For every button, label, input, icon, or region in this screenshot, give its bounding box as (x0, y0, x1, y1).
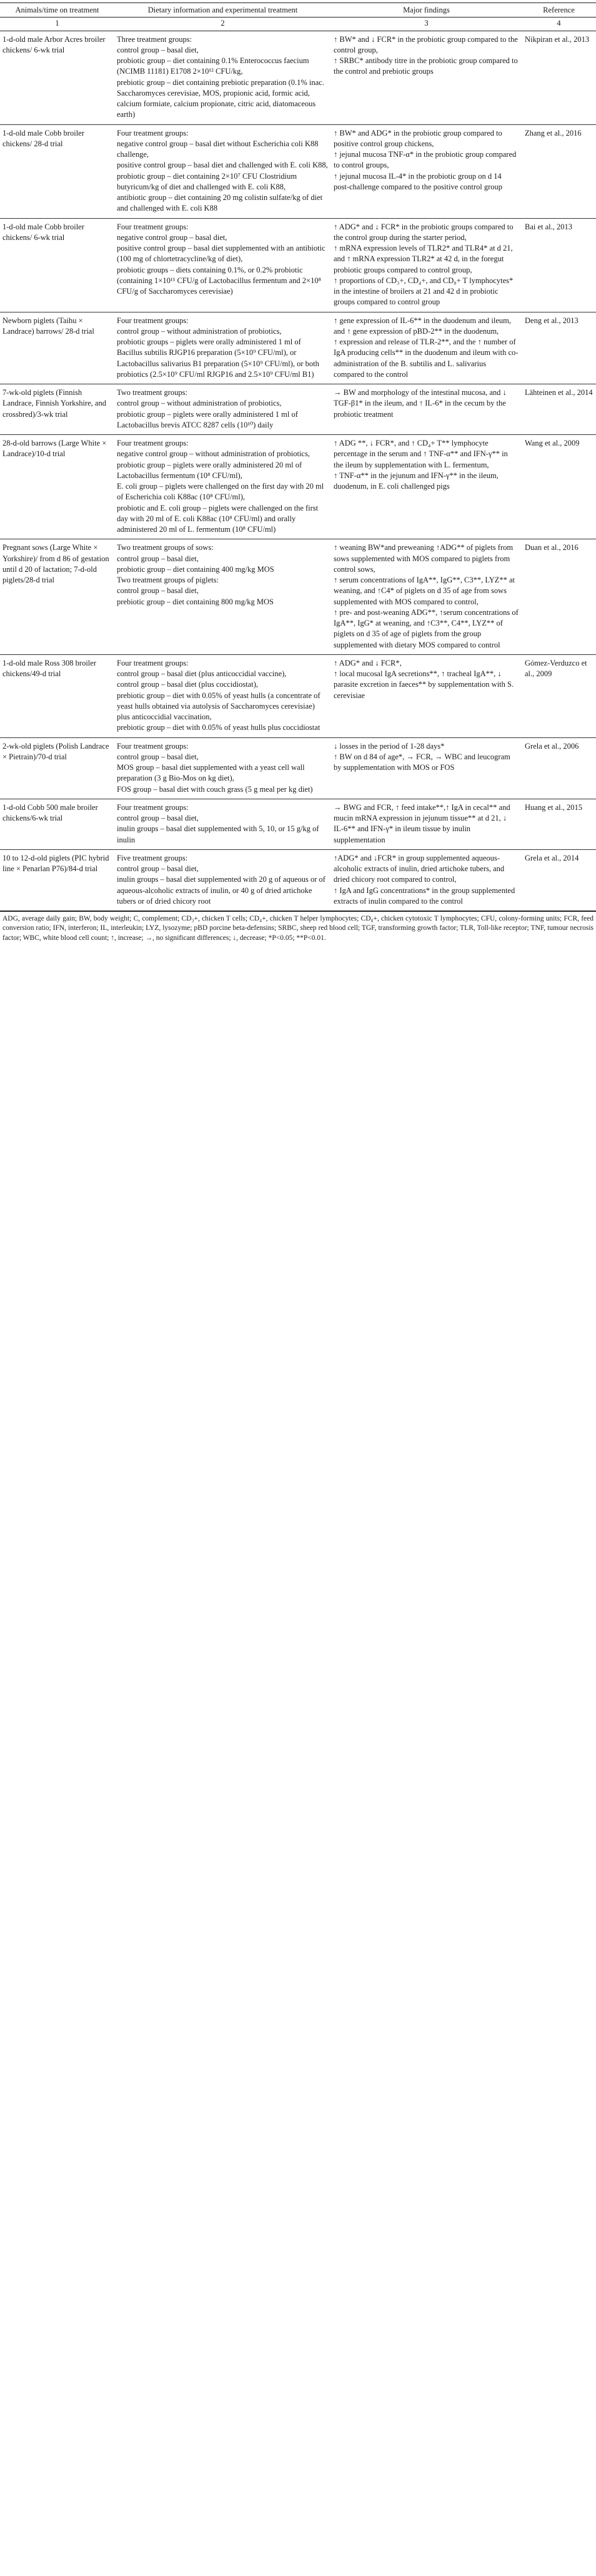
table-row (0, 435, 596, 539)
table-row (0, 384, 596, 435)
cell-reference: Grela et al., 2006 (522, 737, 596, 799)
header-animals: Animals/time on treatment (0, 3, 114, 17)
table-row (0, 124, 596, 218)
cell-animals: Pregnant sows (Large White × Yorkshire)/ from d 86 of gestation until d 20 of lactation; 7-d-old piglets/28-d trial (0, 539, 114, 655)
header-reference: Reference (522, 3, 596, 17)
cell-animals: 7-wk-old piglets (Finnish Landrace, Finnish Yorkshire, and crossbred)/3-wk trial (0, 384, 114, 435)
table-row (0, 539, 596, 655)
cell-diet: Four treatment groups: control group – basal diet, inulin groups – basal diet supplemented with 5, 10, or 15 g/kg of inulin (114, 799, 331, 849)
cell-findings: ↑ BW* and ADG* in the probiotic group compared to positive control group chickens, ↑ jejunal mucosa TNF-α* in the probiotic group compared to control groups, ↑ jejunal mucosa IL-4* in the probiotic group on d 14 post-challenge compared to the positive control group (331, 124, 522, 218)
table-body (0, 31, 596, 911)
cell-reference: Grela et al., 2014 (522, 849, 596, 911)
cell-findings: ↓ losses in the period of 1-28 days* ↑ BW on d 84 of age*, → FCR, → WBC and leucogram by supplementation with MOS or FOS (331, 737, 522, 799)
cell-diet: Three treatment groups: control group – basal diet, probiotic group – diet containing 0.1% Enterococcus faecium (NCIMB 11181) E1708 2×10¹² CFU/kg, prebiotic group – diet containing prebiotic preparation (0.1% inac. Saccharomyces cerevisiae, MOS, propionic acid, formic acid, calcium formiate, calcium propionate, citric acid, diatomaceous earth) (114, 31, 331, 124)
cell-diet: Four treatment groups: control group – basal diet, MOS group – basal diet supplemented with a yeast cell wall preparation (3 g Bio-Mos on kg diet), FOS group – basal diet with couch grass (5 g meal per kg diet) (114, 737, 331, 799)
column-number: 2 (114, 17, 331, 31)
cell-reference: Bai et al., 2013 (522, 218, 596, 312)
cell-reference: Huang et al., 2015 (522, 799, 596, 849)
cell-reference: Zhang et al., 2016 (522, 124, 596, 218)
page (0, 0, 596, 949)
table-row (0, 218, 596, 312)
cell-animals: 1-d-old male Ross 308 broiler chickens/49-d trial (0, 654, 114, 737)
cell-diet: Four treatment groups: control group – basal diet (plus anticoccidial vaccine), control group – basal diet (plus coccidiostat), prebiotic group – diet with 0.05% of yeast hulls (a concentrate of yeast hulls obtained via autolysis of Saccharomyces cerevisiae) plus anticoccidial vaccination, prebiotic group – diet with 0.05% of yeast hulls plus coccidiostat (114, 654, 331, 737)
cell-reference: Duan et al., 2016 (522, 539, 596, 655)
cell-reference: Deng et al., 2013 (522, 312, 596, 384)
table-row (0, 737, 596, 799)
table-row (0, 799, 596, 849)
cell-findings: ↑ gene expression of IL-6** in the duodenum and ileum, and ↑ gene expression of pBD-2** in the duodenum, ↑ expression and release of TLR-2**, and the ↑ number of IgA producing cells** in the duodenum and ileum with co-administration of the B. subtilis and L. salivarius compared to the control (331, 312, 522, 384)
cell-diet: Five treatment groups: control group – basal diet, inulin groups – basal diet supplemented with 20 g of aqueous or of aqueous-alcoholic extracts of inulin, or 40 g of dried artichoke tubers or of dried chicory root (114, 849, 331, 911)
cell-reference: Nikpiran et al., 2013 (522, 31, 596, 124)
cell-diet: Two treatment groups: control group – without administration of probiotics, probiotic group – piglets were orally administered 1 ml of Lactobacillus brevis ATCC 8287 cells (10¹⁰) daily (114, 384, 331, 435)
cell-animals: 1-d-old male Arbor Acres broiler chickens/ 6-wk trial (0, 31, 114, 124)
header-diet: Dietary information and experimental treatment (114, 3, 331, 17)
cell-diet: Four treatment groups: negative control group – basal diet without Escherichia coli K88 challenge, positive control group – basal diet and challenged with E. coli K88, probiotic group – diet containing 2×10⁷ CFU Clostridium butyricum/kg of diet and challenged with E. coli K88, antibiotic group – diet containing 20 mg colistin sulfate/kg of diet and challenged with E. coli K88 (114, 124, 331, 218)
cell-diet: Four treatment groups: negative control group – without administration of probiotics, probiotic group – piglets were orally administered 20 ml of Lactobacillus fermentum (10⁸ CFU/ml), E. coli group – piglets were challenged on the first day with 20 ml of Escherichia coli K88ac (10⁸ CFU/ml), probiotic and E. coli group – piglets were challenged on the first day with 20 ml of E. coli K88ac (10⁸ CFU/ml) and orally administered 20 ml of L. fermentum (10⁸ CFU/ml) (114, 435, 331, 539)
cell-findings: ↑ADG* and ↓FCR* in group supplemented aqueous-alcoholic extracts of inulin, dried artichoke tubers, and dried chicory root compared to control, ↑ IgA and IgG concentrations* in the group supplemented extracts of inulin compared to the control (331, 849, 522, 911)
cell-findings: ↑ BW* and ↓ FCR* in the probiotic group compared to the control group, ↑ SRBC* antibody titre in the probiotic group compared to the control and prebiotic groups (331, 31, 522, 124)
cell-diet: Four treatment groups: negative control group – basal diet, positive control group – basal diet supplemented with an antibiotic (100 mg of chlortetracycline/kg of diet), probiotic groups – diets containing 0.1%, or 0.2% probiotic (containing 1×10¹¹ CFU/g of Lactobacillus fermentum and 2×10⁸ CFU/g of Saccharomyces cerevisiae) (114, 218, 331, 312)
cell-reference: Lähteinen et al., 2014 (522, 384, 596, 435)
table-header (0, 3, 596, 31)
table-row (0, 312, 596, 384)
cell-findings: → BW and morphology of the intestinal mucosa, and ↓ TGF-β1* in the ileum, and ↑ IL-6* in the cecum by the probiotic treatment (331, 384, 522, 435)
cell-reference: Gómez-Verduzco et al., 2009 (522, 654, 596, 737)
data-table (0, 2, 596, 911)
column-number: 4 (522, 17, 596, 31)
cell-animals: 1-d-old male Cobb broiler chickens/ 6-wk trial (0, 218, 114, 312)
cell-findings: ↑ ADG **, ↓ FCR*, and ↑ CD₄+ T** lymphocyte percentage in the serum and ↑ TNF-α** and IFN-γ** in the ileum by supplementation with L. fermentum, ↑ TNF-α** in the jejunum and IFN-γ** in the ileum, duodenum, in E. coli challenged pigs (331, 435, 522, 539)
cell-findings: → BWG and FCR, ↑ feed intake**,↑ IgA in cecal** and mucin mRNA expression in jejunum tissue** at d 21, ↓ IL-6** and IFN-γ* in ileum tissue by inulin supplementation (331, 799, 522, 849)
table-row (0, 849, 596, 911)
column-number: 1 (0, 17, 114, 31)
column-number: 3 (331, 17, 522, 31)
cell-diet: Two treatment groups of sows: control group – basal diet, probiotic group – diet containing 400 mg/kg MOS Two treatment groups of piglets: control group – basal diet, prebiotic group – diet containing 800 mg/kg MOS (114, 539, 331, 655)
cell-findings: ↑ weaning BW*and preweaning ↑ADG** of piglets from sows supplemented with MOS compared to piglets from control sows, ↑ serum concentrations of IgA**, IgG**, C3**, LYZ** at weaning, and ↑C4* of piglets on d 35 of age from sows supplemented with MOS compared to control, ↑ pre- and post-weaning ADG**, ↑serum concentrations of IgA**, IgG* at weaning, and ↑C3**, C4**, LYZ** of piglets on d 35 of age of piglets from the group supplemented with dietary MOS compared to control (331, 539, 522, 655)
header-findings: Major findings (331, 3, 522, 17)
cell-animals: 2-wk-old piglets (Polish Landrace × Pietrain)/70-d trial (0, 737, 114, 799)
table-row (0, 654, 596, 737)
cell-reference: Wang et al., 2009 (522, 435, 596, 539)
cell-animals: 1-d-old Cobb 500 male broiler chickens/6-wk trial (0, 799, 114, 849)
table-row (0, 31, 596, 124)
cell-animals: 10 to 12-d-old piglets (PIC hybrid line × Penarlan P76)/84-d trial (0, 849, 114, 911)
table-footnote: ADG, average daily gain; BW, body weight; C, complement; CD₃+, chicken T cells; CD₄+, chicken T helper lymphocytes; CD₈+, chicken cytotoxic T lymphocytes; CFU, colony-forming units; FCR, feed conversion ratio; IFN, interferon; IL, interleukin; LYZ, lysozyme; pBD porcine beta-defensins; SRBC, sheep red blood cell; TGF, transforming growth factor; TLR, Toll-like receptor; TNF, tumour necrosis factor; WBC, white blood cell count; ↑, increase; →, no significant differences; ↓, decrease; *P<0.05; **P<0.01. (0, 911, 596, 943)
cell-animals: 28-d-old barrows (Large White × Landrace)/10-d trial (0, 435, 114, 539)
cell-animals: 1-d-old male Cobb broiler chickens/ 28-d trial (0, 124, 114, 218)
cell-findings: ↑ ADG* and ↓ FCR*, ↑ local mucosal IgA secretions**, ↑ tracheal IgA**, ↓ parasite excretion in faeces** by supplementation with S. cerevisiae (331, 654, 522, 737)
cell-findings: ↑ ADG* and ↓ FCR* in the probiotic groups compared to the control group during the starter period, ↑ mRNA expression levels of TLR2* and TLR4* at d 21, and ↑ mRNA expression TLR2* at 42 d, in the foregut probiotic groups compared to control group, ↑ proportions of CD₃+, CD₄+, and CD₈+ T lymphocytes* in the intestine of broilers at 21 and 42 d in probiotic groups compared to control group (331, 218, 522, 312)
cell-diet: Four treatment groups: control group – without administration of probiotics, probiotic groups – piglets were orally administered 1 ml of Bacillus subtilis RJGP16 preparation (5×10⁹ CFU/ml), or Lactobacillus salivarius B1 preparation (5×10⁹ CFU/ml), or both probiotics (2.5×10⁹ CFU/ml RJGP16 and 2.5×10⁹ CFU/ml B1) (114, 312, 331, 384)
cell-animals: Newborn piglets (Taihu × Landrace) barrows/ 28-d trial (0, 312, 114, 384)
